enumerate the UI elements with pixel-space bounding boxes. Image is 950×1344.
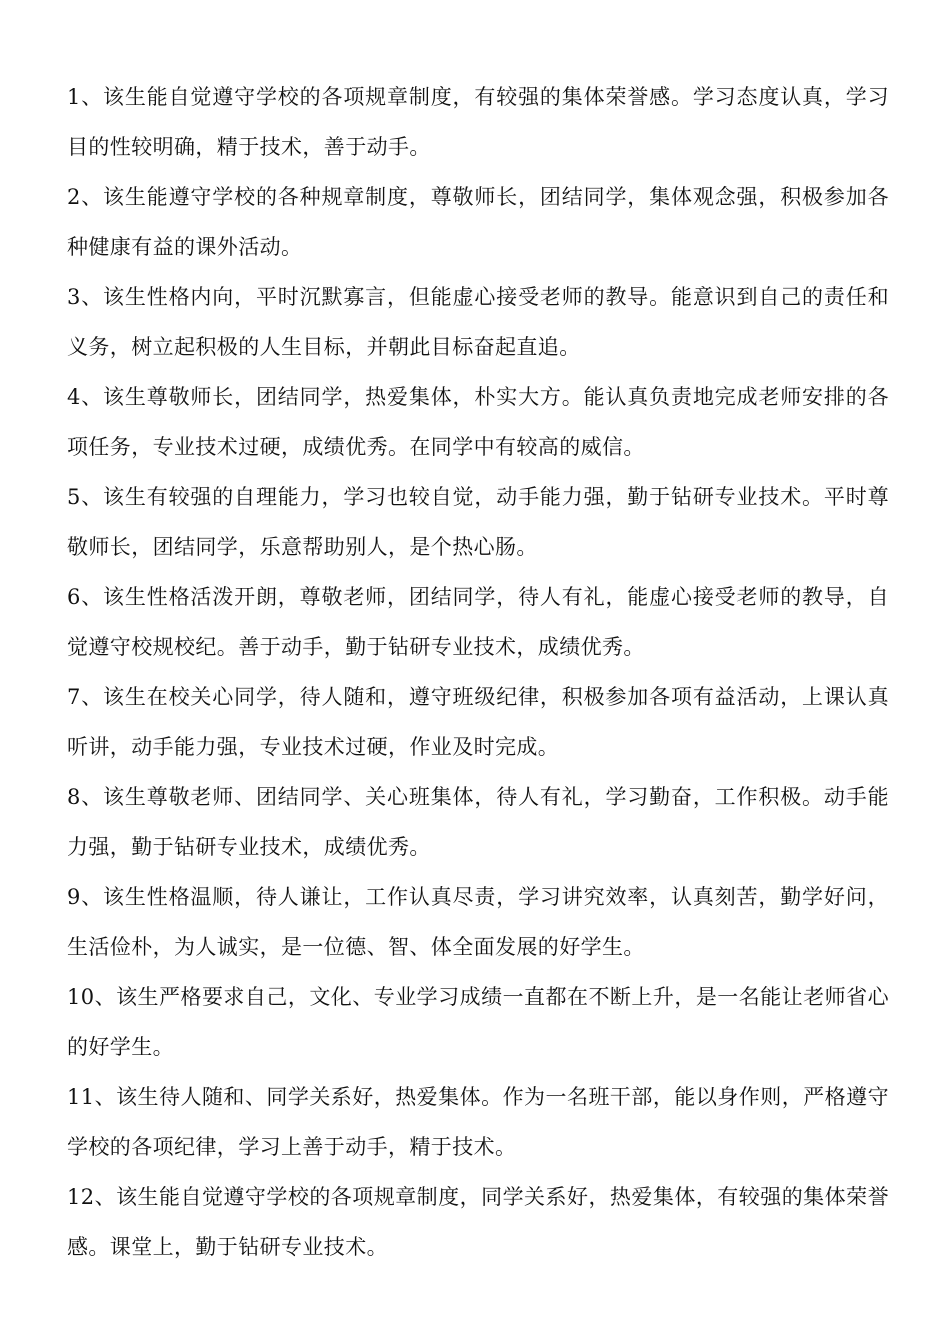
comment-paragraph-8: 8、该生尊敬老师、团结同学、关心班集体，待人有礼，学习勤奋，工作积极。动手能力强，勤于钻研专业技术，成绩优秀。 bbox=[67, 785, 889, 859]
comment-paragraph-5: 5、该生有较强的自理能力，学习也较自觉，动手能力强，勤于钻研专业技术。平时尊敬师长，团结同学，乐意帮助别人，是个热心肠。 bbox=[67, 485, 889, 559]
comment-paragraph-2: 2、该生能遵守学校的各种规章制度，尊敬师长，团结同学，集体观念强，积极参加各种健康有益的课外活动。 bbox=[67, 185, 889, 259]
comment-paragraph-10: 10、该生严格要求自己，文化、专业学习成绩一直都在不断上升，是一名能让老师省心的好学生。 bbox=[67, 985, 889, 1059]
comment-paragraph-12: 12、该生能自觉遵守学校的各项规章制度，同学关系好，热爱集体，有较强的集体荣誉感。课堂上，勤于钻研专业技术。 bbox=[67, 1185, 889, 1259]
comment-paragraph-7: 7、该生在校关心同学，待人随和，遵守班级纪律，积极参加各项有益活动，上课认真听讲，动手能力强，专业技术过硬，作业及时完成。 bbox=[67, 685, 889, 759]
comment-list bbox=[67, 72, 889, 1272]
comment-paragraph-3: 3、该生性格内向，平时沉默寡言，但能虚心接受老师的教导。能意识到自己的责任和义务，树立起积极的人生目标，并朝此目标奋起直追。 bbox=[67, 285, 889, 359]
comment-paragraph-4: 4、该生尊敬师长，团结同学，热爱集体，朴实大方。能认真负责地完成老师安排的各项任务，专业技术过硬，成绩优秀。在同学中有较高的威信。 bbox=[67, 385, 889, 459]
comment-paragraph-1: 1、该生能自觉遵守学校的各项规章制度，有较强的集体荣誉感。学习态度认真，学习目的性较明确，精于技术，善于动手。 bbox=[67, 85, 889, 159]
comment-paragraph-6: 6、该生性格活泼开朗，尊敬老师，团结同学，待人有礼，能虚心接受老师的教导，自觉遵守校规校纪。善于动手，勤于钻研专业技术，成绩优秀。 bbox=[67, 585, 889, 659]
comment-paragraph-9: 9、该生性格温顺，待人谦让，工作认真尽责，学习讲究效率，认真刻苦，勤学好问，生活俭朴，为人诚实，是一位德、智、体全面发展的好学生。 bbox=[67, 885, 889, 959]
comment-paragraph-11: 11、该生待人随和、同学关系好，热爱集体。作为一名班干部，能以身作则，严格遵守学校的各项纪律，学习上善于动手，精于技术。 bbox=[67, 1085, 889, 1159]
